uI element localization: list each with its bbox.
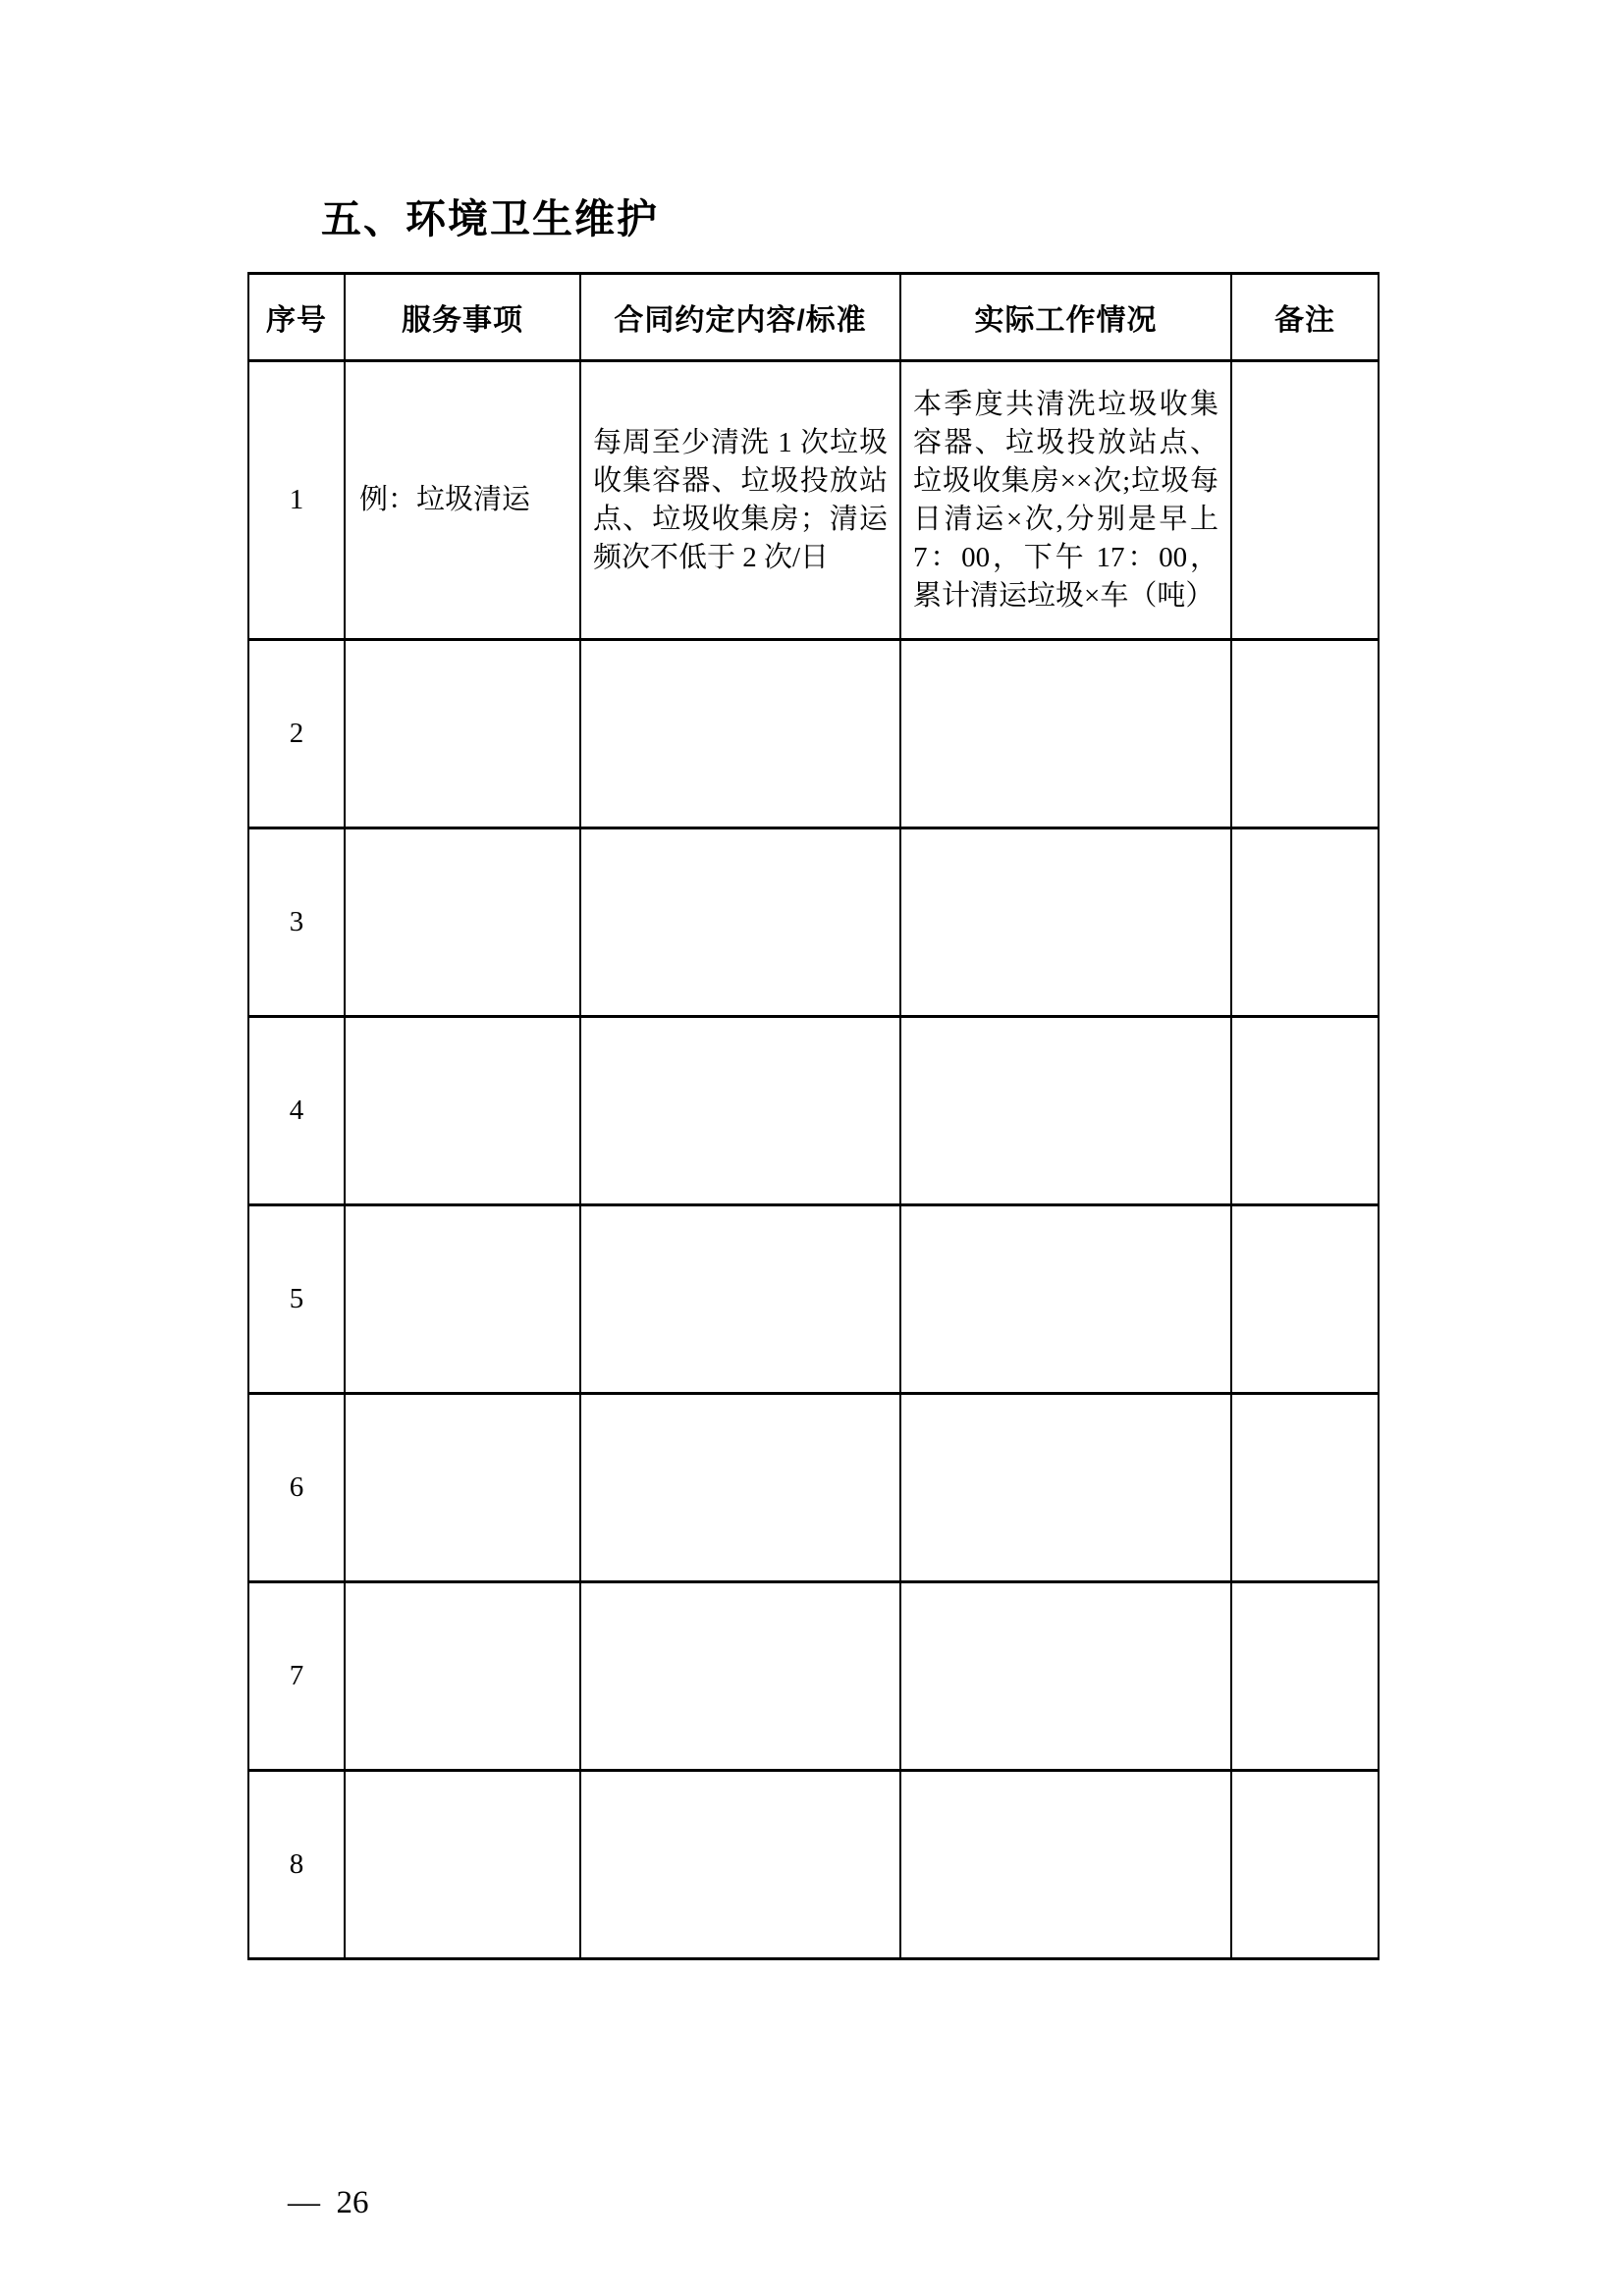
cell-service [345,1394,580,1582]
cell-actual: 本季度共清洗垃圾收集容器、垃圾投放站点、垃圾收集房××次;垃圾每日清运×次,分别是早上 7：00，下午 17：00，累计清运垃圾×车（吨） [900,361,1231,640]
cell-actual [900,640,1231,828]
cell-service [345,1205,580,1394]
cell-index: 6 [248,1394,345,1582]
cell-contract [580,828,900,1017]
cell-actual [900,828,1231,1017]
header-contract: 合同约定内容/标准 [580,274,900,361]
cell-remark [1231,1017,1379,1205]
cell-service [345,828,580,1017]
header-service: 服务事项 [345,274,580,361]
cell-contract [580,640,900,828]
cell-index: 4 [248,1017,345,1205]
cell-index: 2 [248,640,345,828]
header-remark: 备注 [1231,274,1379,361]
cell-remark [1231,1771,1379,1959]
cell-remark [1231,361,1379,640]
page-number: — 26 [288,2185,369,2220]
cell-index: 7 [248,1582,345,1771]
cell-actual [900,1017,1231,1205]
header-index: 序号 [248,274,345,361]
cell-contract [580,1771,900,1959]
cell-actual [900,1582,1231,1771]
cell-remark [1231,640,1379,828]
cell-remark [1231,1205,1379,1394]
cell-contract [580,1017,900,1205]
cell-remark [1231,1394,1379,1582]
cell-service [345,1017,580,1205]
table-row [248,361,1379,640]
table-header-row [248,274,1379,361]
cell-index: 3 [248,828,345,1017]
table-row [248,1771,1379,1959]
cell-index: 5 [248,1205,345,1394]
table-row [248,1017,1379,1205]
table-row [248,828,1379,1017]
header-actual: 实际工作情况 [900,274,1231,361]
table-row [248,640,1379,828]
service-table [247,272,1380,1960]
cell-service [345,640,580,828]
cell-contract [580,1394,900,1582]
table-row [248,1394,1379,1582]
cell-contract [580,1205,900,1394]
cell-actual [900,1205,1231,1394]
section-heading: 五、环境卫生维护 [321,196,659,241]
cell-actual [900,1394,1231,1582]
cell-service: 例：垃圾清运 [345,361,580,640]
cell-actual [900,1771,1231,1959]
cell-contract: 每周至少清洗 1 次垃圾收集容器、垃圾投放站点、垃圾收集房；清运频次不低于 2 次/日 [580,361,900,640]
cell-service [345,1771,580,1959]
cell-remark [1231,1582,1379,1771]
cell-index: 1 [248,361,345,640]
cell-service [345,1582,580,1771]
table-row [248,1205,1379,1394]
cell-contract [580,1582,900,1771]
cell-remark [1231,828,1379,1017]
cell-index: 8 [248,1771,345,1959]
table-row [248,1582,1379,1771]
